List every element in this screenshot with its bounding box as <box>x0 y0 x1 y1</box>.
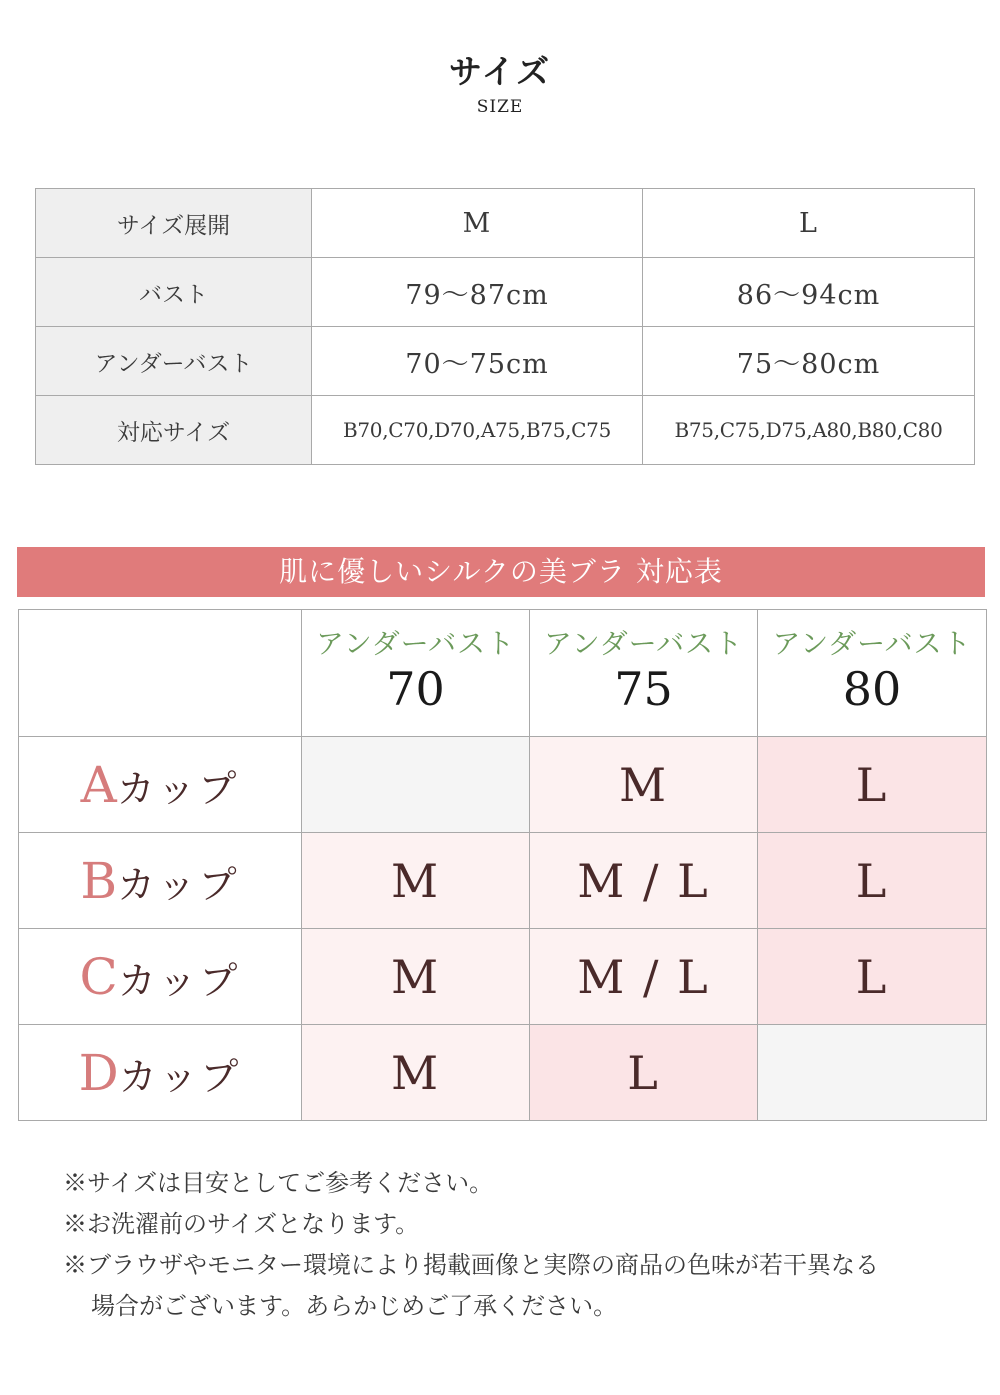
note-line: ※お洗濯前のサイズとなります。 <box>63 1210 420 1238</box>
size-table-row <box>36 396 975 465</box>
underbust-number: 70 <box>386 662 445 716</box>
cup-label <box>19 833 302 929</box>
size-table-row <box>36 258 975 327</box>
size-cell <box>758 1025 987 1121</box>
cup-row-a <box>19 737 987 833</box>
size-cell <box>758 737 987 833</box>
cup-word: カップ <box>117 862 240 907</box>
underbust-number: 80 <box>842 662 902 716</box>
row-label: 対応サイズ <box>36 396 312 465</box>
size-m-cell: M <box>312 189 643 258</box>
size-cell <box>302 1025 530 1121</box>
size-cell <box>302 929 530 1025</box>
size-cell <box>530 737 758 833</box>
cup-word: カップ <box>117 958 241 1003</box>
cup-letter: C <box>79 947 118 1006</box>
cup-row-b <box>19 833 987 929</box>
column-header <box>302 610 530 737</box>
cup-word: カップ <box>116 766 240 811</box>
cup-letter: D <box>78 1043 119 1102</box>
cup-table-header-row <box>19 610 987 737</box>
size-cell <box>302 833 530 929</box>
cup-word: カップ <box>118 1054 242 1099</box>
bust-m-cell: 79～87cm <box>312 258 643 327</box>
size-value: M / L <box>577 949 710 1004</box>
size-table-row <box>36 189 975 258</box>
size-table <box>35 188 975 465</box>
note-line: ※サイズは目安としてご参考ください。 <box>63 1169 494 1197</box>
size-table-row <box>36 327 975 396</box>
underbust-label: アンダーバスト <box>315 627 516 660</box>
compatible-m-cell: B70,C70,D70,A75,B75,C75 <box>312 396 643 465</box>
column-header <box>530 610 758 737</box>
size-value: M <box>390 1045 441 1100</box>
cup-label <box>19 737 302 833</box>
cup-table <box>18 609 987 1121</box>
row-label: バスト <box>36 258 312 327</box>
page-title: サイズ <box>448 52 552 91</box>
note-line: ※ブラウザやモニター環境により掲載画像と実際の商品の色味が若干異なる <box>63 1251 879 1279</box>
cup-letter: A <box>80 755 117 814</box>
corner-cell <box>19 610 302 737</box>
size-value: L <box>855 853 889 908</box>
size-cell <box>758 929 987 1025</box>
page-subtitle: SIZE <box>476 97 524 117</box>
underbust-number: 75 <box>614 662 673 716</box>
cup-letter: B <box>80 851 118 910</box>
note-line: 場合がございます。あらかじめご了承ください。 <box>91 1292 618 1320</box>
chart-banner: 肌に優しいシルクの美ブラ 対応表 <box>17 547 985 597</box>
size-value: M <box>390 853 441 908</box>
underbust-l-cell: 75～80cm <box>643 327 975 396</box>
size-cell <box>530 833 758 929</box>
size-l-cell: L <box>643 189 975 258</box>
underbust-label: アンダーバスト <box>772 627 972 660</box>
size-value: L <box>627 1045 660 1100</box>
size-cell <box>302 737 530 833</box>
size-cell <box>530 929 758 1025</box>
bust-l-cell: 86～94cm <box>643 258 975 327</box>
size-value: M <box>618 757 669 812</box>
size-value: M / L <box>577 853 710 908</box>
column-header <box>758 610 987 737</box>
cup-row-c <box>19 929 987 1025</box>
underbust-m-cell: 70～75cm <box>312 327 643 396</box>
size-value: M <box>390 949 441 1004</box>
compatible-l-cell: B75,C75,D75,A80,B80,C80 <box>643 396 975 465</box>
title-block <box>0 52 1000 118</box>
cup-label <box>19 1025 302 1121</box>
size-value: L <box>855 757 889 812</box>
row-label: アンダーバスト <box>36 327 312 396</box>
row-label: サイズ展開 <box>36 189 312 258</box>
underbust-label: アンダーバスト <box>543 627 744 660</box>
cup-row-d <box>19 1025 987 1121</box>
notes <box>63 1163 983 1327</box>
cup-label <box>19 929 302 1025</box>
size-cell <box>758 833 987 929</box>
size-cell <box>530 1025 758 1121</box>
size-value: L <box>855 949 889 1004</box>
